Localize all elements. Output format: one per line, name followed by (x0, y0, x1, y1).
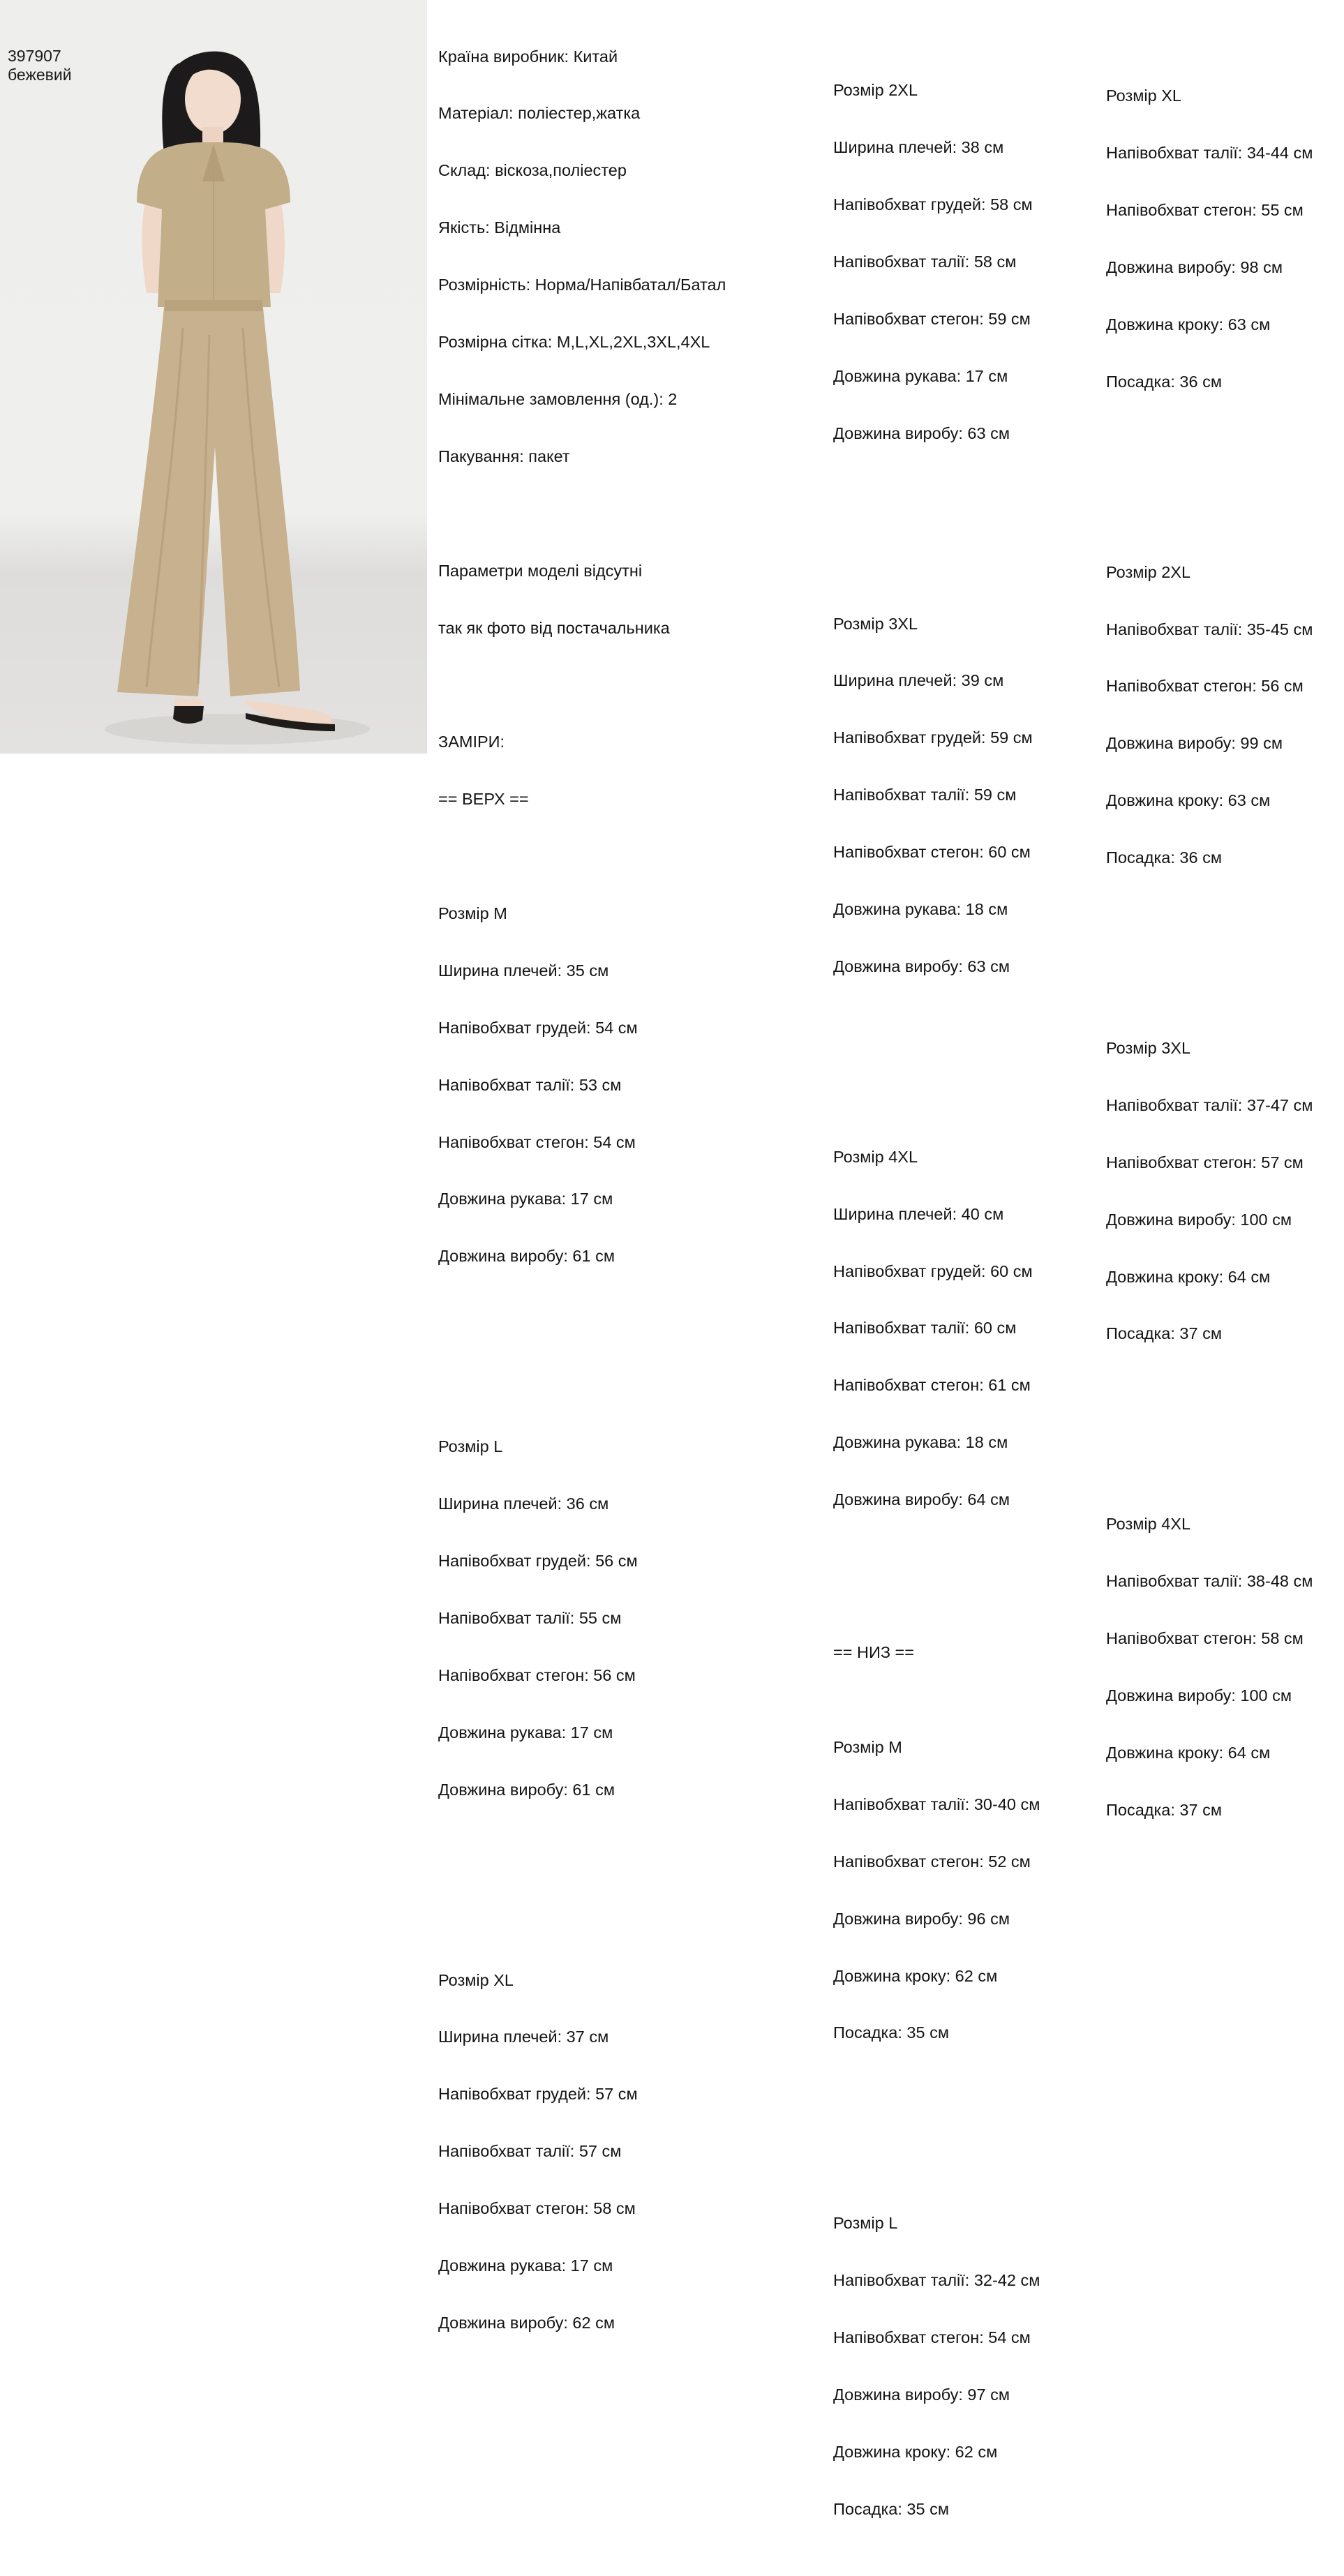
size-title: Розмір 3XL (833, 614, 918, 633)
size-line: Довжина виробу: 100 см (1106, 1686, 1292, 1705)
size-title: Розмір M (438, 904, 507, 922)
size-block-top-l (438, 1400, 726, 1838)
size-line: Напівобхват грудей: 58 см (833, 195, 1033, 214)
size-line: Напівобхват талії: 38-48 см (1106, 1572, 1313, 1591)
size-line: Довжина виробу: 99 см (1106, 734, 1283, 753)
size-line: Напівобхват стегон: 59 см (833, 309, 1031, 328)
size-line: Довжина виробу: 64 см (833, 1490, 1010, 1509)
size-line: Напівобхват талії: 55 см (438, 1608, 622, 1627)
size-line: Довжина кроку: 64 см (1106, 1744, 1271, 1762)
size-line: Ширина плечей: 36 см (438, 1495, 609, 1513)
size-block-bottom-l (833, 2176, 1040, 2557)
size-line: Напівобхват стегон: 54 см (438, 1132, 636, 1151)
size-block-bottom-2xl (1106, 525, 1313, 906)
size-line: Напівобхват стегон: 56 см (438, 1665, 636, 1684)
size-block-top-3xl (833, 576, 1040, 1014)
size-title: Розмір L (438, 1437, 503, 1456)
size-line: Напівобхват стегон: 55 см (1106, 200, 1304, 219)
size-line: Напівобхват стегон: 56 см (1106, 677, 1304, 696)
info-composition: Склад: віскоза,поліестер (438, 161, 627, 180)
model-photo (0, 0, 427, 754)
size-line: Напівобхват грудей: 56 см (438, 1552, 638, 1571)
size-line: Напівобхват стегон: 54 см (833, 2328, 1031, 2347)
measures-title: ЗАМІРИ: (438, 733, 505, 751)
size-line: Довжина виробу: 96 см (833, 1909, 1010, 1928)
size-block-top-2xl (833, 43, 1040, 481)
size-line: Довжина виробу: 97 см (833, 2386, 1010, 2404)
size-line: Напівобхват талії: 30-40 см (833, 1795, 1040, 1813)
size-line: Посадка: 36 см (1106, 372, 1222, 391)
size-line: Напівобхват талії: 34-44 см (1106, 144, 1313, 163)
size-line: Довжина виробу: 63 см (833, 957, 1010, 975)
size-title: Розмір 2XL (833, 81, 918, 100)
size-line: Посадка: 37 см (1106, 1324, 1222, 1343)
size-title: Розмір XL (1106, 87, 1181, 105)
size-line: Довжина рукава: 17 см (833, 366, 1008, 385)
size-line: Довжина виробу: 61 см (438, 1780, 615, 1799)
size-line: Напівобхват талії: 57 см (438, 2142, 622, 2161)
size-line: Напівобхват талії: 35-45 см (1106, 620, 1313, 638)
size-line: Довжина виробу: 100 см (1106, 1210, 1292, 1229)
size-block-bottom-m (833, 1700, 1040, 2081)
model-photo-illustration (0, 0, 427, 754)
model-note-line-1: Параметри моделі відсутні (438, 561, 643, 580)
bottom-section-header: == НИЗ == (833, 1642, 915, 1661)
size-line: Посадка: 35 см (833, 2499, 949, 2518)
size-line: Напівобхват талії: 60 см (833, 1319, 1017, 1338)
size-line: Довжина кроку: 62 см (833, 1966, 998, 1985)
size-line: Напівобхват стегон: 57 см (1106, 1153, 1304, 1171)
size-title: Розмір 4XL (833, 1147, 918, 1166)
size-line: Ширина плечей: 35 см (438, 961, 609, 980)
sizes-column-2 (833, 5, 1040, 2576)
size-line: Довжина рукава: 17 см (438, 1190, 613, 1208)
size-block-top-xl (438, 1933, 726, 2371)
top-section-header: == ВЕРХ == (438, 790, 529, 809)
size-block-bottom-4xl (1106, 1477, 1313, 1858)
size-line: Довжина кроку: 63 см (1106, 315, 1271, 334)
info-quality: Якість: Відмінна (438, 218, 561, 237)
info-packaging: Пакування: пакет (438, 447, 570, 465)
info-min-order: Мінімальне замовлення (од.): 2 (438, 389, 678, 408)
size-line: Довжина виробу: 63 см (833, 424, 1010, 442)
size-line: Напівобхват талії: 37-47 см (1106, 1095, 1313, 1114)
size-line: Довжина кроку: 62 см (833, 2443, 998, 2461)
model-note-line-2: так як фото від постачальника (438, 618, 670, 637)
size-block-top-m (438, 866, 726, 1304)
size-line: Напівобхват грудей: 60 см (833, 1261, 1033, 1280)
size-line: Довжина рукава: 17 см (438, 1723, 613, 1742)
size-line: Ширина плечей: 38 см (833, 138, 1004, 157)
size-line: Довжина рукава: 18 см (833, 899, 1008, 918)
size-block-bottom-xl (1106, 49, 1313, 430)
size-line: Посадка: 36 см (1106, 848, 1222, 867)
size-line: Напівобхват талії: 58 см (833, 252, 1017, 271)
size-line: Довжина виробу: 98 см (1106, 257, 1283, 276)
size-line: Напівобхват грудей: 59 см (833, 728, 1033, 747)
size-title: Розмір XL (438, 1970, 514, 1989)
size-line: Довжина кроку: 63 см (1106, 791, 1271, 810)
size-line: Ширина плечей: 40 см (833, 1204, 1004, 1223)
product-color: бежевий (8, 66, 72, 84)
size-line: Напівобхват стегон: 61 см (833, 1376, 1031, 1395)
product-code: 397907 (8, 47, 61, 65)
size-line: Напівобхват грудей: 54 см (438, 1018, 638, 1037)
info-material: Матеріал: поліестер,жатка (438, 104, 641, 123)
size-line: Довжина рукава: 17 см (438, 2256, 613, 2275)
info-column (438, 9, 726, 2390)
product-id-label (8, 47, 72, 84)
info-country: Країна виробник: Китай (438, 47, 618, 66)
size-line: Довжина кроку: 64 см (1106, 1267, 1271, 1286)
size-title: Розмір 4XL (1106, 1515, 1191, 1534)
size-line: Напівобхват талії: 53 см (438, 1075, 622, 1094)
size-line: Напівобхват стегон: 52 см (833, 1852, 1031, 1871)
size-title: Розмір 3XL (1106, 1039, 1191, 1058)
size-line: Ширина плечей: 37 см (438, 2028, 609, 2046)
size-line: Напівобхват стегон: 60 см (833, 843, 1031, 862)
size-title: Розмір L (833, 2214, 898, 2233)
size-block-bottom-3xl (1106, 1001, 1313, 1381)
size-line: Напівобхват стегон: 58 см (1106, 1629, 1304, 1648)
info-size-grid: Розмірна сітка: M,L,XL,2XL,3XL,4XL (438, 333, 710, 352)
size-line: Напівобхват талії: 59 см (833, 786, 1017, 804)
sizes-column-3 (1106, 10, 1313, 1877)
size-line: Посадка: 35 см (833, 2023, 949, 2042)
size-line: Довжина виробу: 61 см (438, 1247, 615, 1266)
size-line: Довжина рукава: 18 см (833, 1433, 1008, 1452)
size-title: Розмір 2XL (1106, 562, 1191, 581)
size-line: Ширина плечей: 39 см (833, 671, 1004, 690)
size-title: Розмір M (833, 1738, 902, 1757)
size-line: Напівобхват грудей: 57 см (438, 2085, 638, 2104)
info-sizing: Розмірність: Норма/Напівбатал/Батал (438, 276, 726, 294)
size-line: Напівобхват стегон: 58 см (438, 2199, 636, 2218)
size-block-top-4xl (833, 1109, 1040, 1548)
size-line: Довжина виробу: 62 см (438, 2313, 615, 2332)
size-line: Напівобхват талії: 32-42 см (833, 2271, 1040, 2290)
size-line: Посадка: 37 см (1106, 1800, 1222, 1819)
